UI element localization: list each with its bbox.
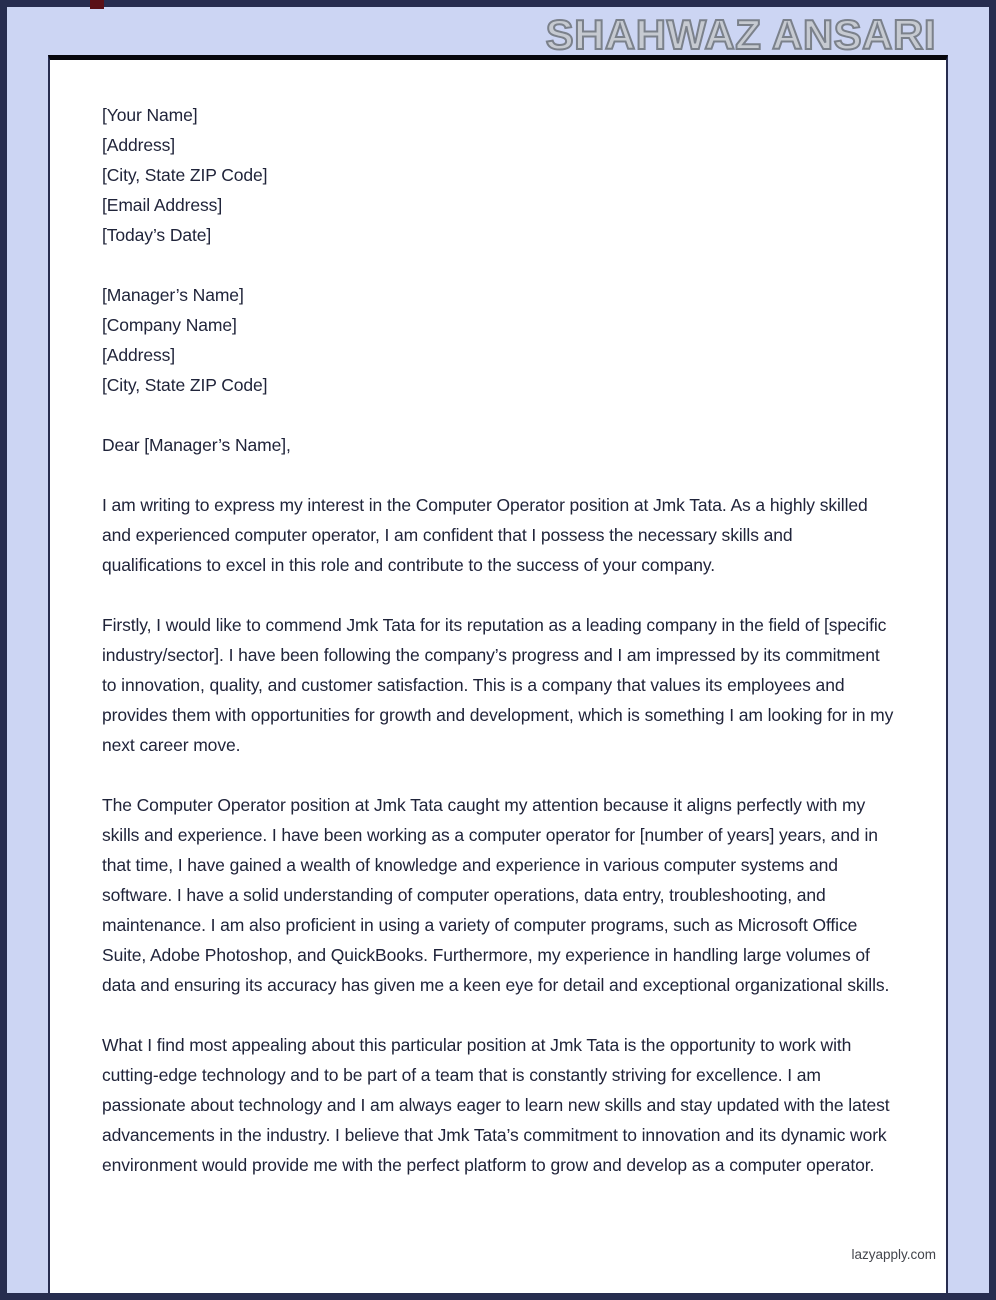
recipient-address-block bbox=[102, 280, 896, 400]
sender-address-placeholder: [Address] bbox=[102, 135, 176, 155]
brand-name-header: SHAHWAZ ANSARI bbox=[545, 11, 936, 58]
company-name-placeholder: [Company Name] bbox=[102, 315, 237, 335]
company-city-placeholder: [City, State ZIP Code] bbox=[102, 375, 268, 395]
corner-mark bbox=[90, 0, 104, 9]
letter-paragraph-2: Firstly, I would like to commend Jmk Tata for its reputation as a leading company in the field of [specific industry/sector]. I have been following the company’s progress and I am impressed by its commitment to innovation, quality, and customer satisfaction. This is a company that values its employees and provides them with opportunities for growth and development, which is something I am looking for in my next career move. bbox=[102, 615, 894, 755]
letter-page bbox=[48, 55, 948, 1300]
salutation: Dear [Manager’s Name], bbox=[102, 435, 291, 455]
sender-email-placeholder: [Email Address] bbox=[102, 195, 223, 215]
letter-paragraph-3: The Computer Operator position at Jmk Tata caught my attention because it aligns perfectly with my skills and experience. I have been working as a computer operator for [number of years] years, and in that time, I have gained a wealth of knowledge and experience in various computer systems and software. I have a solid understanding of computer operations, data entry, troubleshooting, and maintenance. I am also proficient in using a variety of computer programs, such as Microsoft Office Suite, Adobe Photoshop, and QuickBooks. Furthermore, my experience in handling large volumes of data and ensuring its accuracy has given me a keen eye for detail and exceptional organizational skills. bbox=[102, 795, 890, 995]
watermark-text: lazyapply.com bbox=[851, 1247, 936, 1262]
letter-paragraph-1: I am writing to express my interest in the Computer Operator position at Jmk Tata. As a highly skilled and experienced computer operator, I am confident that I possess the necessary skills and qualifications to excel in this role and contribute to the success of your company. bbox=[102, 495, 868, 575]
sender-name-placeholder: [Your Name] bbox=[102, 105, 198, 125]
date-placeholder: [Today’s Date] bbox=[102, 225, 212, 245]
sender-address-block bbox=[102, 100, 896, 250]
sender-city-placeholder: [City, State ZIP Code] bbox=[102, 165, 268, 185]
letter-paragraph-4: What I find most appealing about this particular position at Jmk Tata is the opportunity to work with cutting-edge technology and to be part of a team that is constantly striving for excellence. I am passionate about technology and I am always eager to learn new skills and stay updated with the latest advancements in the industry. I believe that Jmk Tata’s commitment to innovation and its dynamic work environment would provide me with the perfect platform to grow and develop as a computer operator. bbox=[102, 1035, 890, 1175]
company-address-placeholder: [Address] bbox=[102, 345, 176, 365]
manager-name-placeholder: [Manager’s Name] bbox=[102, 285, 244, 305]
